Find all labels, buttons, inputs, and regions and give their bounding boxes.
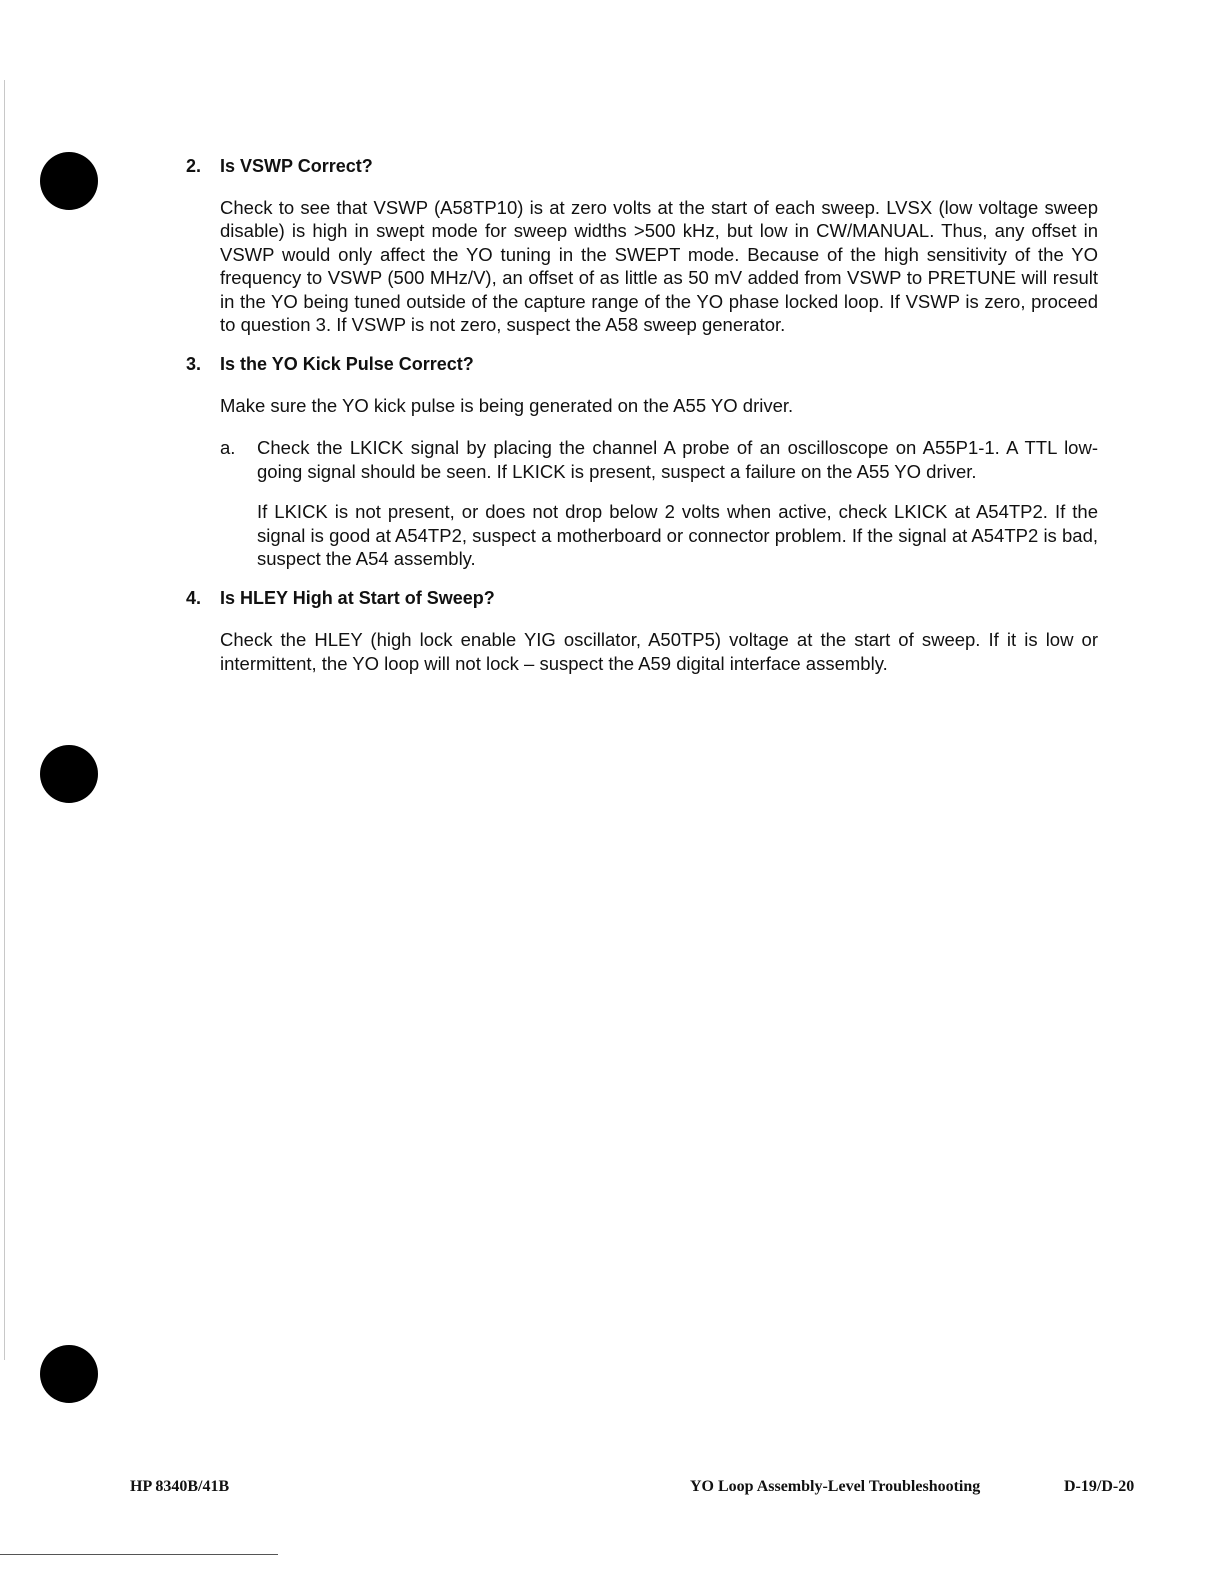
document-body: [186, 155, 1098, 692]
binder-hole-top: [40, 152, 98, 210]
sub-item-paragraph: If LKICK is not present, or does not drop below 2 volts when active, check LKICK at A54TP2. If the signal is good at A54TP2, suspect a motherboard or connector problem. If the signal at A54TP2 is bad, suspect the A54 assembly.: [257, 501, 1098, 569]
page-edge-line: [4, 80, 5, 1360]
footer-page-number: D-19/D-20: [1064, 1478, 1135, 1495]
sub-item-paragraph: Check the LKICK signal by placing the channel A probe of an oscilloscope on A55P1-1. A TTL low-going signal should be seen. If LKICK is present, suspect a failure on the A55 YO driver.: [257, 437, 1098, 482]
section-title: Is the YO Kick Pulse Correct?: [220, 354, 474, 375]
section-heading: [186, 353, 1098, 375]
section-title: Is HLEY High at Start of Sweep?: [220, 588, 495, 609]
section-paragraph: Check the HLEY (high lock enable YIG oscillator, A50TP5) voltage at the start of sweep. If it is low or intermittent, the YO loop will not lock – suspect the A59 digital interface assembly.: [220, 629, 1098, 674]
section-2: [186, 155, 1098, 336]
sub-item-a: [220, 436, 1098, 570]
footer-model: HP 8340B/41B: [130, 1478, 230, 1495]
bottom-line: [0, 1554, 278, 1555]
section-paragraph: Make sure the YO kick pulse is being generated on the A55 YO driver.: [220, 395, 794, 417]
section-paragraph: Check to see that VSWP (A58TP10) is at zero volts at the start of each sweep. LVSX (low voltage sweep disable) is high in swept mode for sweep widths >500 kHz, but low in CW/MANUAL. Thus, any offset in VSWP would only affect the YO tuning in the SWEPT mode. Because of the high sensitivity of the YO frequency to VSWP (500 MHz/V), an offset of as little as 50 mV added from VSWP to PRETUNE will result in the YO being tuned outside of the capture range of the YO phase locked loop. If VSWP is zero, proceed to question 3. If VSWP is not zero, suspect the A58 sweep generator.: [220, 197, 1098, 336]
section-4: [186, 587, 1098, 675]
section-heading: [186, 155, 1098, 177]
section-title: Is VSWP Correct?: [220, 156, 373, 176]
section-3: [186, 353, 1098, 570]
section-number: 3.: [186, 354, 202, 375]
section-number: 4.: [186, 588, 202, 609]
binder-hole-bottom: [40, 1345, 98, 1403]
footer-section-title: YO Loop Assembly-Level Troubleshooting: [690, 1478, 981, 1495]
binder-hole-middle: [40, 745, 98, 803]
sub-item-letter: a.: [220, 437, 236, 459]
section-heading: [186, 587, 1098, 609]
section-number: 2.: [186, 156, 202, 176]
